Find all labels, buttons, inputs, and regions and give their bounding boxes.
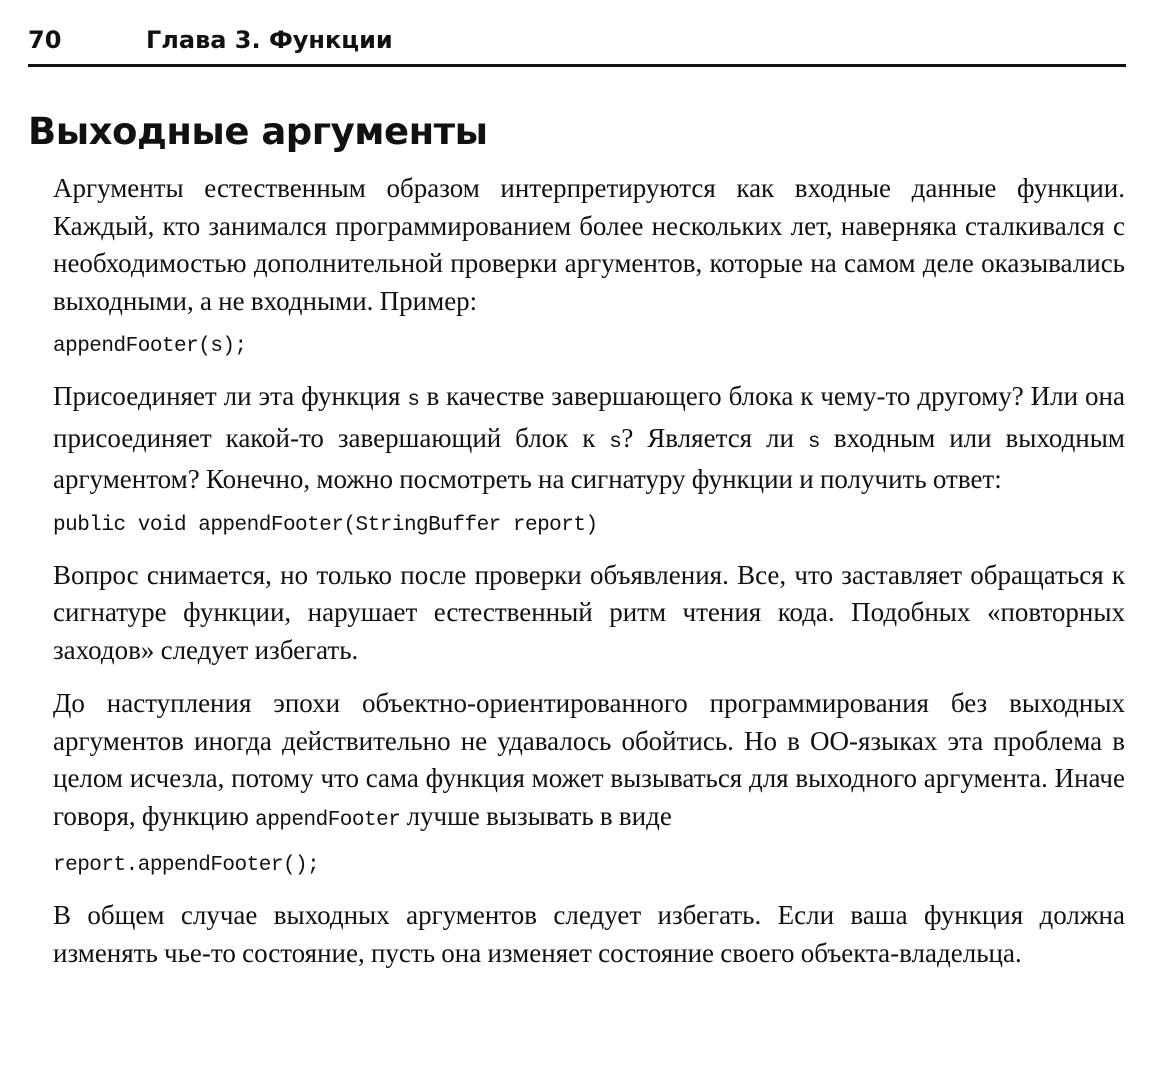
paragraph-3: Вопрос снимается, но только после проверки объявления. Все, что заставляет обращаться к сигнатуре функции, нарушает естественный ритм чтения кода. Подобных «повторных заходов» следует избегать.	[53, 559, 1125, 665]
inline-code-s-1: s	[407, 389, 420, 412]
chapter-label: Глава 3.	[146, 26, 261, 54]
paragraph-2-text-1: Присоединяет ли эта функция	[53, 381, 408, 411]
code-sample-3: report.appendFooter();	[53, 854, 320, 877]
code-sample-2: public void appendFooter(StringBuffer report)	[53, 513, 598, 537]
paragraph-4-text-1: До наступления эпохи объектно-ориентированного программирования без выходных аргументов иногда действительно не удавалось обойтись. Но в ОО-языках эта проблема в целом исчезла, потому что сама функция может вызываться для выходного аргумента. Иначе говоря, функцию	[53, 688, 1125, 831]
page-number: 70	[28, 26, 62, 54]
paragraph-5: В общем случае выходных аргументов следует избегать. Если ваша функция должна изменять чье-то состояние, пусть она изменяет состояние своего объекта-владельца.	[53, 900, 1125, 968]
code-sample-1: appendFooter(s);	[53, 335, 247, 358]
paragraph-2-text-3: ? Является ли	[621, 422, 808, 453]
inline-code-appendfooter: appendFooter	[255, 808, 401, 832]
header-rule	[28, 64, 1126, 67]
paragraph-2	[53, 378, 1125, 499]
body-text	[53, 170, 1125, 988]
section-heading: Выходные аргументы	[28, 110, 488, 153]
running-header	[28, 22, 1126, 58]
paragraph-4	[53, 685, 1125, 839]
paragraph-2-text-2: в качестве завершающего блока к чему-то другому? Или она присоединяет какой-то завершающий блок к	[53, 381, 1125, 453]
paragraph-1: Аргументы естественным образом интерпретируются как входные данные функции. Каждый, кто занимался программированием более нескольких лет, наверняка сталкивался с необходимостью дополнительной проверки аргументов, которые на самом деле оказывались выходными, а не входными. Пример:	[53, 173, 1125, 316]
paragraph-2-text-4: входным или выходным аргументом? Конечно, можно посмотреть на сигнатуру функции и получить ответ:	[53, 422, 1125, 494]
paragraph-4-text-2: лучше вызывать в виде	[400, 800, 672, 831]
inline-code-s-2: s	[609, 430, 622, 454]
chapter-title: Функции	[268, 26, 393, 54]
inline-code-s-3: s	[807, 430, 820, 454]
